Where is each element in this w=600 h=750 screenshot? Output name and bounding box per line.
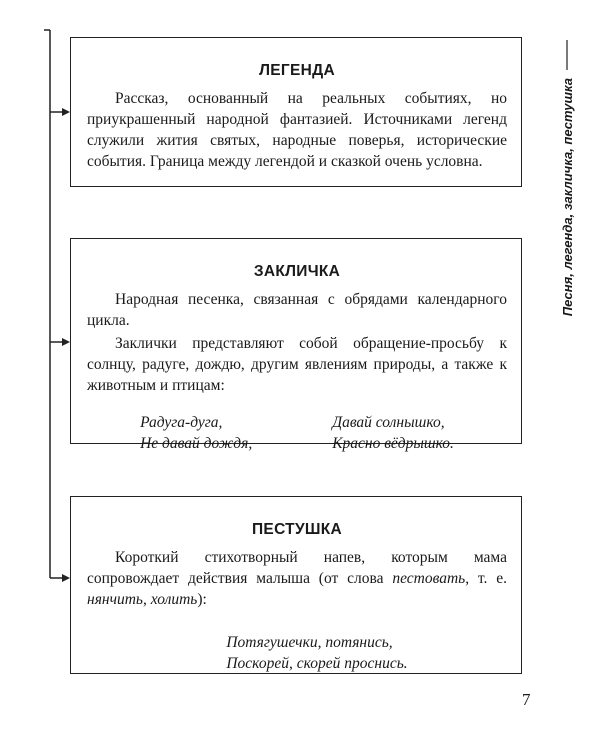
verse-block — [87, 632, 507, 674]
arrow-zaklichka-head — [62, 338, 70, 346]
arrow-legend-head — [62, 108, 70, 116]
italic-word: нянчить — [87, 591, 143, 608]
verse-block — [87, 412, 507, 454]
text-part: ): — [197, 591, 207, 608]
card-paragraph — [87, 547, 507, 610]
card-title: ПЕСТУШКА — [251, 521, 343, 538]
card-paragraph: Народная песенка, связанная с обрядами календарного цикла. — [87, 291, 507, 329]
card-zaklichka — [70, 238, 522, 452]
card-title: ЗАКЛИЧКА — [253, 263, 341, 280]
italic-word: холить — [150, 591, 198, 608]
text-part: , т. е. — [465, 570, 507, 587]
page-number: 7 — [522, 690, 531, 709]
card-legend — [70, 37, 522, 187]
verse-line: Радуга-дуга, — [140, 414, 223, 431]
verse-line: Давай солнышко, — [332, 414, 445, 431]
verse-right — [332, 412, 454, 454]
sidebar-title — [554, 78, 580, 340]
card-pestushka — [70, 496, 522, 674]
verse-line: Не давай дождя, — [140, 435, 253, 452]
verse-line: Потягушечки, потянись, — [226, 634, 393, 651]
card-paragraph: Рассказ, основанный на реальных событиях, но приукрашенный народной фантазией. Источниками легенд служили жития святых, народные поверья, исторические события. Граница между легендой и сказкой очень условна. — [87, 90, 507, 170]
verse-stanza — [226, 632, 407, 674]
verse-left — [140, 412, 252, 454]
verse-line: Красно вёдрышко. — [332, 435, 454, 452]
text-part: , — [142, 591, 151, 608]
card-paragraph: Заклички представляют собой обращение-просьбу к солнцу, радуге, дождю, другим явлениям природы, а также к животным и птицам: — [87, 335, 507, 394]
arrow-pestushka-head — [62, 574, 70, 582]
italic-word: пестовать — [392, 570, 466, 587]
card-title: ЛЕГЕНДА — [259, 62, 335, 79]
text-part: Короткий стихотворный напев, которым мама сопровождает действия малыша (от слова — [87, 549, 507, 587]
sidebar-title-text: Песня, легенда, закличка, пестушка — [559, 78, 575, 317]
verse-line: Поскорей, скорей проснись. — [226, 655, 408, 672]
